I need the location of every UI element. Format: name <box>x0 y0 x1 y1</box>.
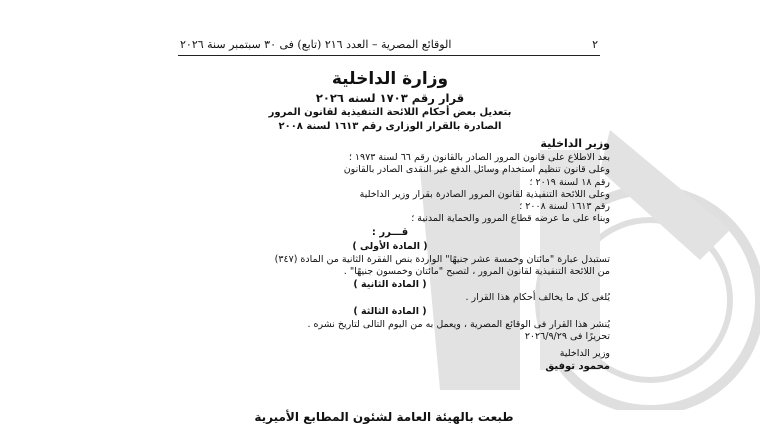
preamble-line: وعلى اللائحة التنفيذية لقانون المرور الصادرة بقرار وزير الداخلية <box>359 188 610 200</box>
article1-text-line: تستبدل عبارة "مائتان وخمسة عشر جنيهًا" الواردة بنص الفقرة الثانية من المادة (٣٤٧) <box>274 253 610 265</box>
preamble-line: وبناء على ما عرضه قطاع المرور والحماية المدنية ؛ <box>411 213 610 225</box>
decided-heading: قـــرر : <box>371 226 409 238</box>
article2-text: يُلغى كل ما يخالف أحكام هذا القرار . <box>465 292 610 304</box>
preamble-line: رقم ١٦١٣ لسنة ٢٠٠٨ ؛ <box>519 201 610 213</box>
document-body <box>170 66 610 374</box>
preamble-line: بعد الاطلاع على قانون المرور الصادر بالقانون رقم ٦٦ لسنة ١٩٧٣ ؛ <box>348 152 610 163</box>
decree-subtitle-line1: بتعديل بعض أحكام اللائحة التنفيذية لقانون المرور <box>268 107 512 118</box>
page-header <box>180 38 598 56</box>
gazette-issue-title: الوقائع المصرية – العدد ٢١٦ (تابع) فى ٣٠ سبتمبر سنة ٢٠٢٦ <box>180 38 452 51</box>
minister-heading: وزير الداخلية <box>540 137 610 150</box>
article2-title: ( المادة الثانية ) <box>353 279 427 291</box>
ministry-title: وزارة الداخلية <box>331 69 449 89</box>
decree-title: قرار رقم ١٧٠٣ لسنه ٢٠٢٦ <box>315 91 465 105</box>
printer-footer: طبعت بالهيئة العامة لشئون المطابع الأميرية <box>254 410 514 424</box>
decree-subtitle-line2: الصادرة بالقرار الوزارى رقم ١٦١٣ لسنة ٢٠٠٨ <box>278 121 502 132</box>
article1-text-line: من اللائحة التنفيذية لقانون المرور ، لتصبح "مائتان وخمسون جنيهًا" . <box>343 266 610 278</box>
header-divider <box>178 55 600 56</box>
preamble-line: رقم ١٨ لسنة ٢٠١٩ ؛ <box>529 176 610 188</box>
preamble-line: وعلى قانون تنظيم استخدام وسائل الدفع غير النقدى الصادر بالقانون <box>343 164 610 176</box>
article1-title: ( المادة الأولى ) <box>352 240 428 252</box>
article3-title: ( المادة الثالثة ) <box>353 305 427 317</box>
article3-date-line: تحريرًا فى ٢٠٢٦/٩/٢٩ <box>524 330 610 342</box>
signature-name: محمود توفيق <box>545 361 610 373</box>
signature-role: وزير الداخلية <box>559 348 610 360</box>
article3-text-line: يُنشر هذا القرار فى الوقائع المصرية ، ويعمل به من اليوم التالى لتاريخ نشره . <box>307 318 610 330</box>
page-number: ٢ <box>592 38 598 51</box>
